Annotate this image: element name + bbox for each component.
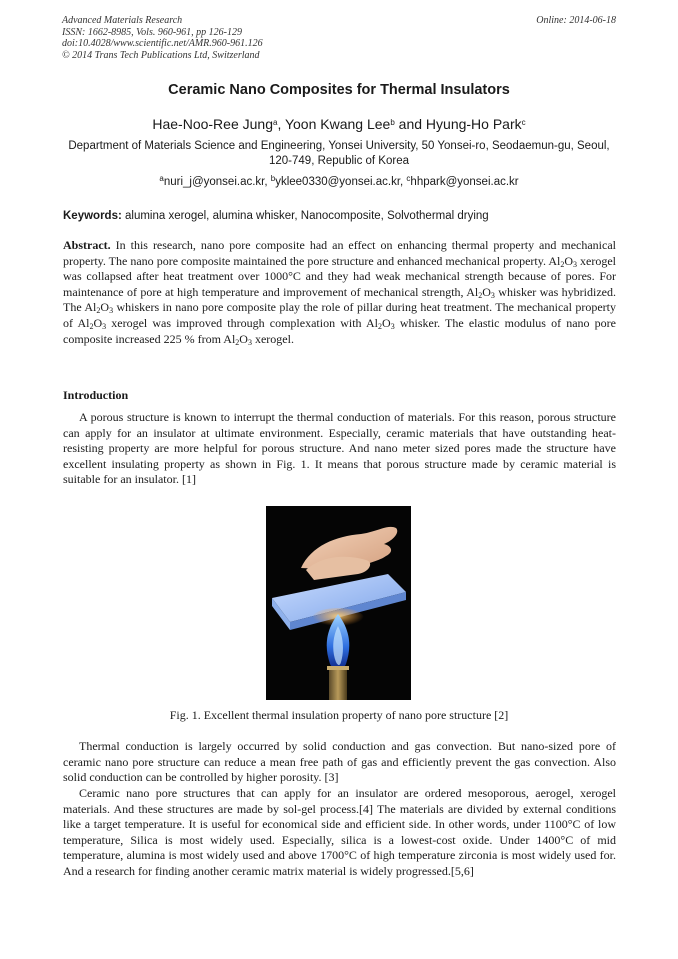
copyright-line: © 2014 Trans Tech Publications Ltd, Switzerland (62, 49, 260, 61)
doi-line: doi:10.4028/www.scientific.net/AMR.960-961.126 (62, 38, 263, 49)
abstract-text: O (239, 331, 248, 346)
intro-paragraph-2: Thermal conduction is largely occurred by solid conduction and gas convection. But nano-sized pore of ceramic nano pore structure can reduce a mean free path of gas and efficiently prevent the gas convection. Also solid conduction can be controlled by higher porosity. [3] (63, 739, 616, 785)
intro-paragraph-3: Ceramic nano pore structures that can apply for an insulator are ordered mesoporous, aerogel, xerogel materials. And these structures are made by sol-gel process.[4] The materials are divided by external conditions like a target temperature. It is useful for economical side and efficient side. In other words, under 1100°C of low temperature, Silica is most widely used. Especially, silica is a lowest-cost oxide. Under 1400°C of mid temperature, alumina is most widely used and above 1700°C of high temperature zirconia is most widely used for. And a research for finding another ceramic matrix material is widely progressed.[5,6] (63, 786, 616, 878)
issn-line: ISSN: 1662-8985, Vols. 960-961, pp 126-129 (62, 26, 242, 38)
journal-header (62, 15, 616, 61)
email-link[interactable]: yklee0330@yonsei.ac.kr, (275, 176, 407, 188)
email-superscript: a (159, 174, 164, 183)
abstract-text: whiskers in nano pore composite play the role of pillar during heat treatment. The mechanical property of Al (63, 300, 616, 330)
figure-image (266, 506, 411, 700)
subscript: 2 (89, 321, 94, 331)
email-superscript: c (406, 174, 411, 183)
abstract-text: xerogel was collapsed after heat treatment over 1000°C and they had weak mechanical strength because of pores. For maintenance of pore at high temperature and improvement of mechanical strength, Al (63, 253, 617, 299)
subscript: 3 (390, 321, 395, 331)
author-name: Hae-Noo-Ree Jung (152, 116, 273, 132)
subscript: 3 (573, 259, 577, 269)
author-superscript: a (272, 118, 278, 127)
subscript: 2 (560, 259, 565, 269)
author-list (0, 116, 678, 132)
author-superscript: b (390, 118, 395, 127)
email-link[interactable]: hhpark@yonsei.ac.kr (410, 176, 519, 188)
abstract-text: xerogel was improved through complexation with Al (106, 315, 379, 330)
subscript: 2 (235, 337, 240, 347)
email-link[interactable]: nuri_j@yonsei.ac.kr, (163, 176, 271, 188)
abstract-text: O (564, 253, 573, 268)
abstract-text: O (100, 300, 110, 315)
abstract-text: O (482, 284, 491, 299)
abstract-text: whisker was hybridized. The Al (63, 284, 616, 315)
subscript: 3 (102, 321, 107, 331)
subscript: 2 (378, 321, 383, 331)
abstract-text: whisker. The elastic modulus of nano pore composite increased 225 % from Al (63, 315, 617, 346)
keywords-line (63, 210, 618, 222)
figure-caption: Fig. 1. Excellent thermal insulation property of nano pore structure [2] (169, 708, 509, 722)
abstract-paragraph (63, 238, 616, 347)
journal-name: Advanced Materials Research (62, 15, 183, 26)
author-name: and Hyung-Ho Park (394, 116, 522, 132)
subscript: 3 (247, 337, 252, 347)
abstract-text: In this research, nano pore composite had an effect on enhancing thermal property and mechanical property. The nano pore composite maintained the pore structure and enhanced mechanical property. Al (63, 238, 616, 268)
affiliation: Department of Materials Science and Engineering, Yonsei University, 50 Yonsei-ro, Seodaemun-gu, Seoul, 120-749, Republic of Korea (68, 140, 610, 167)
subscript: 2 (96, 306, 101, 316)
online-date: Online: 2014-06-18 (536, 15, 616, 26)
subscript: 3 (490, 290, 495, 300)
email-superscript: b (270, 174, 276, 183)
section-heading: Introduction (63, 388, 129, 402)
insulation-photo-illustration (266, 506, 411, 700)
email-list (0, 176, 678, 188)
abstract-text: xerogel. (251, 331, 294, 346)
subscript: 3 (109, 306, 114, 316)
abstract-text: O (93, 315, 103, 330)
intro-paragraph-1: A porous structure is known to interrupt the thermal conduction of materials. For this reason, porous structure can apply for an insulator at ultimate environment. Especially, ceramic materials that have outstanding heat-resisting property are more helpful for porous structure. And nano meter sized pores made the structure have excellent insulating property as shown in Fig. 1. It means that porous structure made by ceramic material is suitable for an insulator. [1] (63, 410, 616, 487)
keywords-label: Keywords: (63, 210, 122, 222)
author-superscript: c (521, 118, 526, 127)
subscript-fallback: 2 (478, 290, 483, 300)
keywords-text: alumina xerogel, alumina whisker, Nanocomposite, Solvothermal drying (121, 210, 489, 222)
abstract-label: Abstract. (63, 238, 111, 252)
author-name: , Yoon Kwang Lee (277, 116, 391, 132)
paper-title: Ceramic Nano Composites for Thermal Insulators (168, 82, 510, 98)
abstract-text: O (382, 315, 391, 330)
